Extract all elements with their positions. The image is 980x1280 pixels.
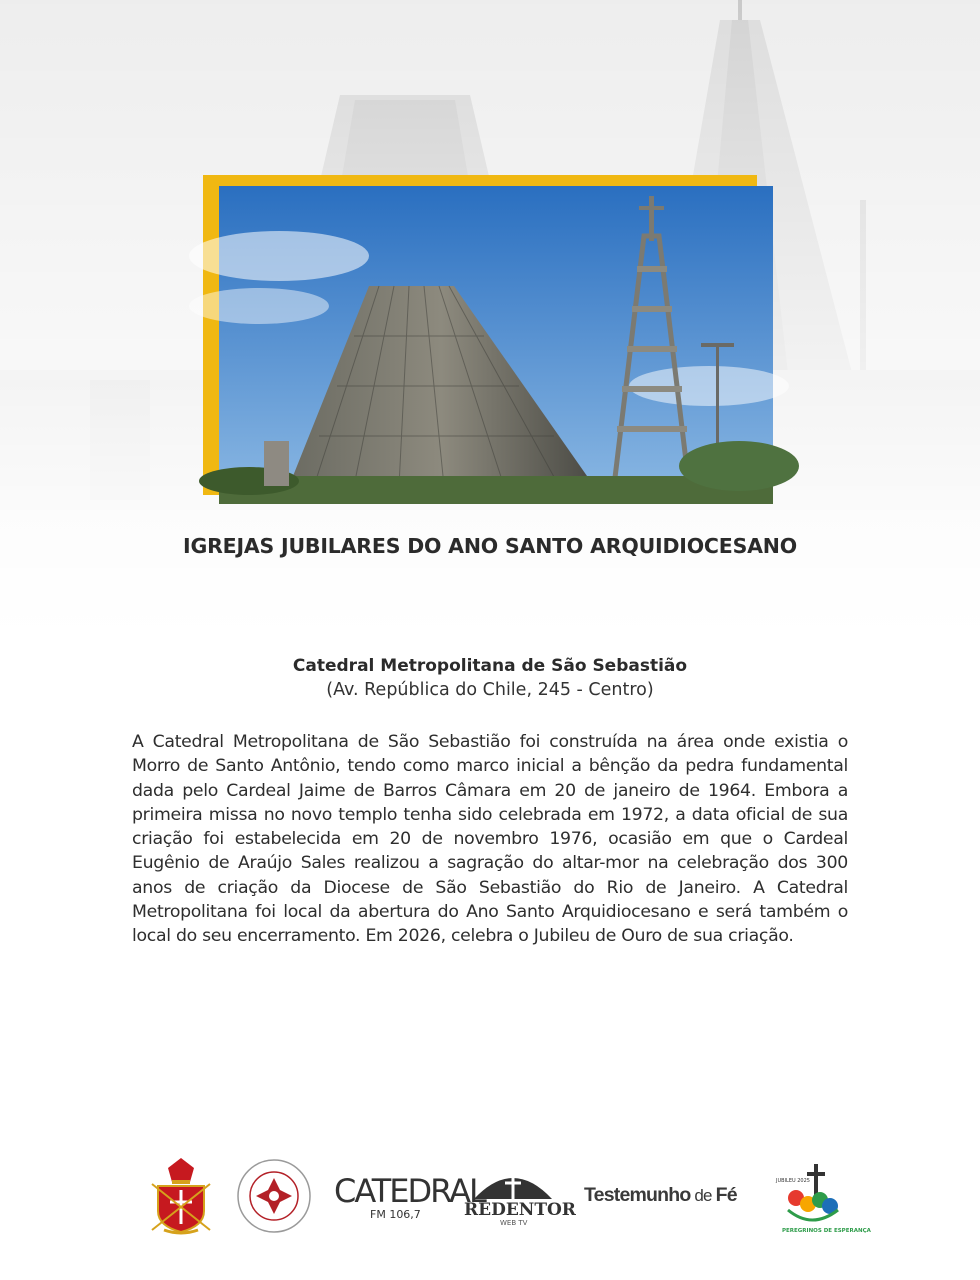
archdiocese-coat-of-arms-logo [150, 1156, 212, 1236]
testemunho-de-fe-logo [584, 1184, 746, 1207]
catedral-fm-name: CATEDRAL [334, 1172, 485, 1210]
testemunho-main: Testemunho [584, 1184, 691, 1206]
jubileu-caption: PEREGRINOS DE ESPERANÇA [782, 1228, 871, 1234]
jubileu-year: JUBILEU 2025 [776, 1178, 810, 1184]
testemunho-fe: Fé [715, 1184, 737, 1206]
church-description: A Catedral Metropolitana de São Sebastião foi construída na área onde existia o Morro de Santo Antônio, tendo como marco inicial a bênção da pedra fundamental dada pelo Cardeal Jaime de Barros Câmara em 20 de janeiro de 1964. Embora a primeira missa no novo templo tenha sido celebrada em 1972, a data oficial de sua criação foi estabelecida em 20 de novembro 1976, ocasião em que o Cardeal Eugênio de Araújo Sales realizou a sagração do altar-mor na celebração dos 300 anos de criação da Diocese de São Sebastião do Rio de Janeiro. A Catedral Metropolitana foi local da abertura do Ano Santo Arquidiocesano e será também o local do seu encerramento. Em 2026, celebra o Jubileu de Ouro de sua criação. [132, 732, 848, 947]
church-address: (Av. República do Chile, 245 - Centro) [326, 680, 654, 700]
cathedral-photo [219, 186, 773, 504]
redentor-web-tv-logo [460, 1165, 576, 1227]
catedral-fm-freq: FM 106,7 [370, 1208, 421, 1221]
church-name: Catedral Metropolitana de São Sebastião [292, 656, 688, 676]
redentor-sub: WEB TV [500, 1219, 528, 1227]
testemunho-de: de [690, 1186, 716, 1205]
jubileu-peregrinos-logo [774, 1160, 871, 1236]
redentor-name: REDENTOR [464, 1200, 576, 1220]
page-headline: IGREJAS JUBILARES DO ANO SANTO ARQUIDIOCESANO [183, 534, 797, 558]
ano-jubilar-seal-logo [236, 1158, 312, 1234]
catedral-fm-logo [334, 1168, 485, 1221]
